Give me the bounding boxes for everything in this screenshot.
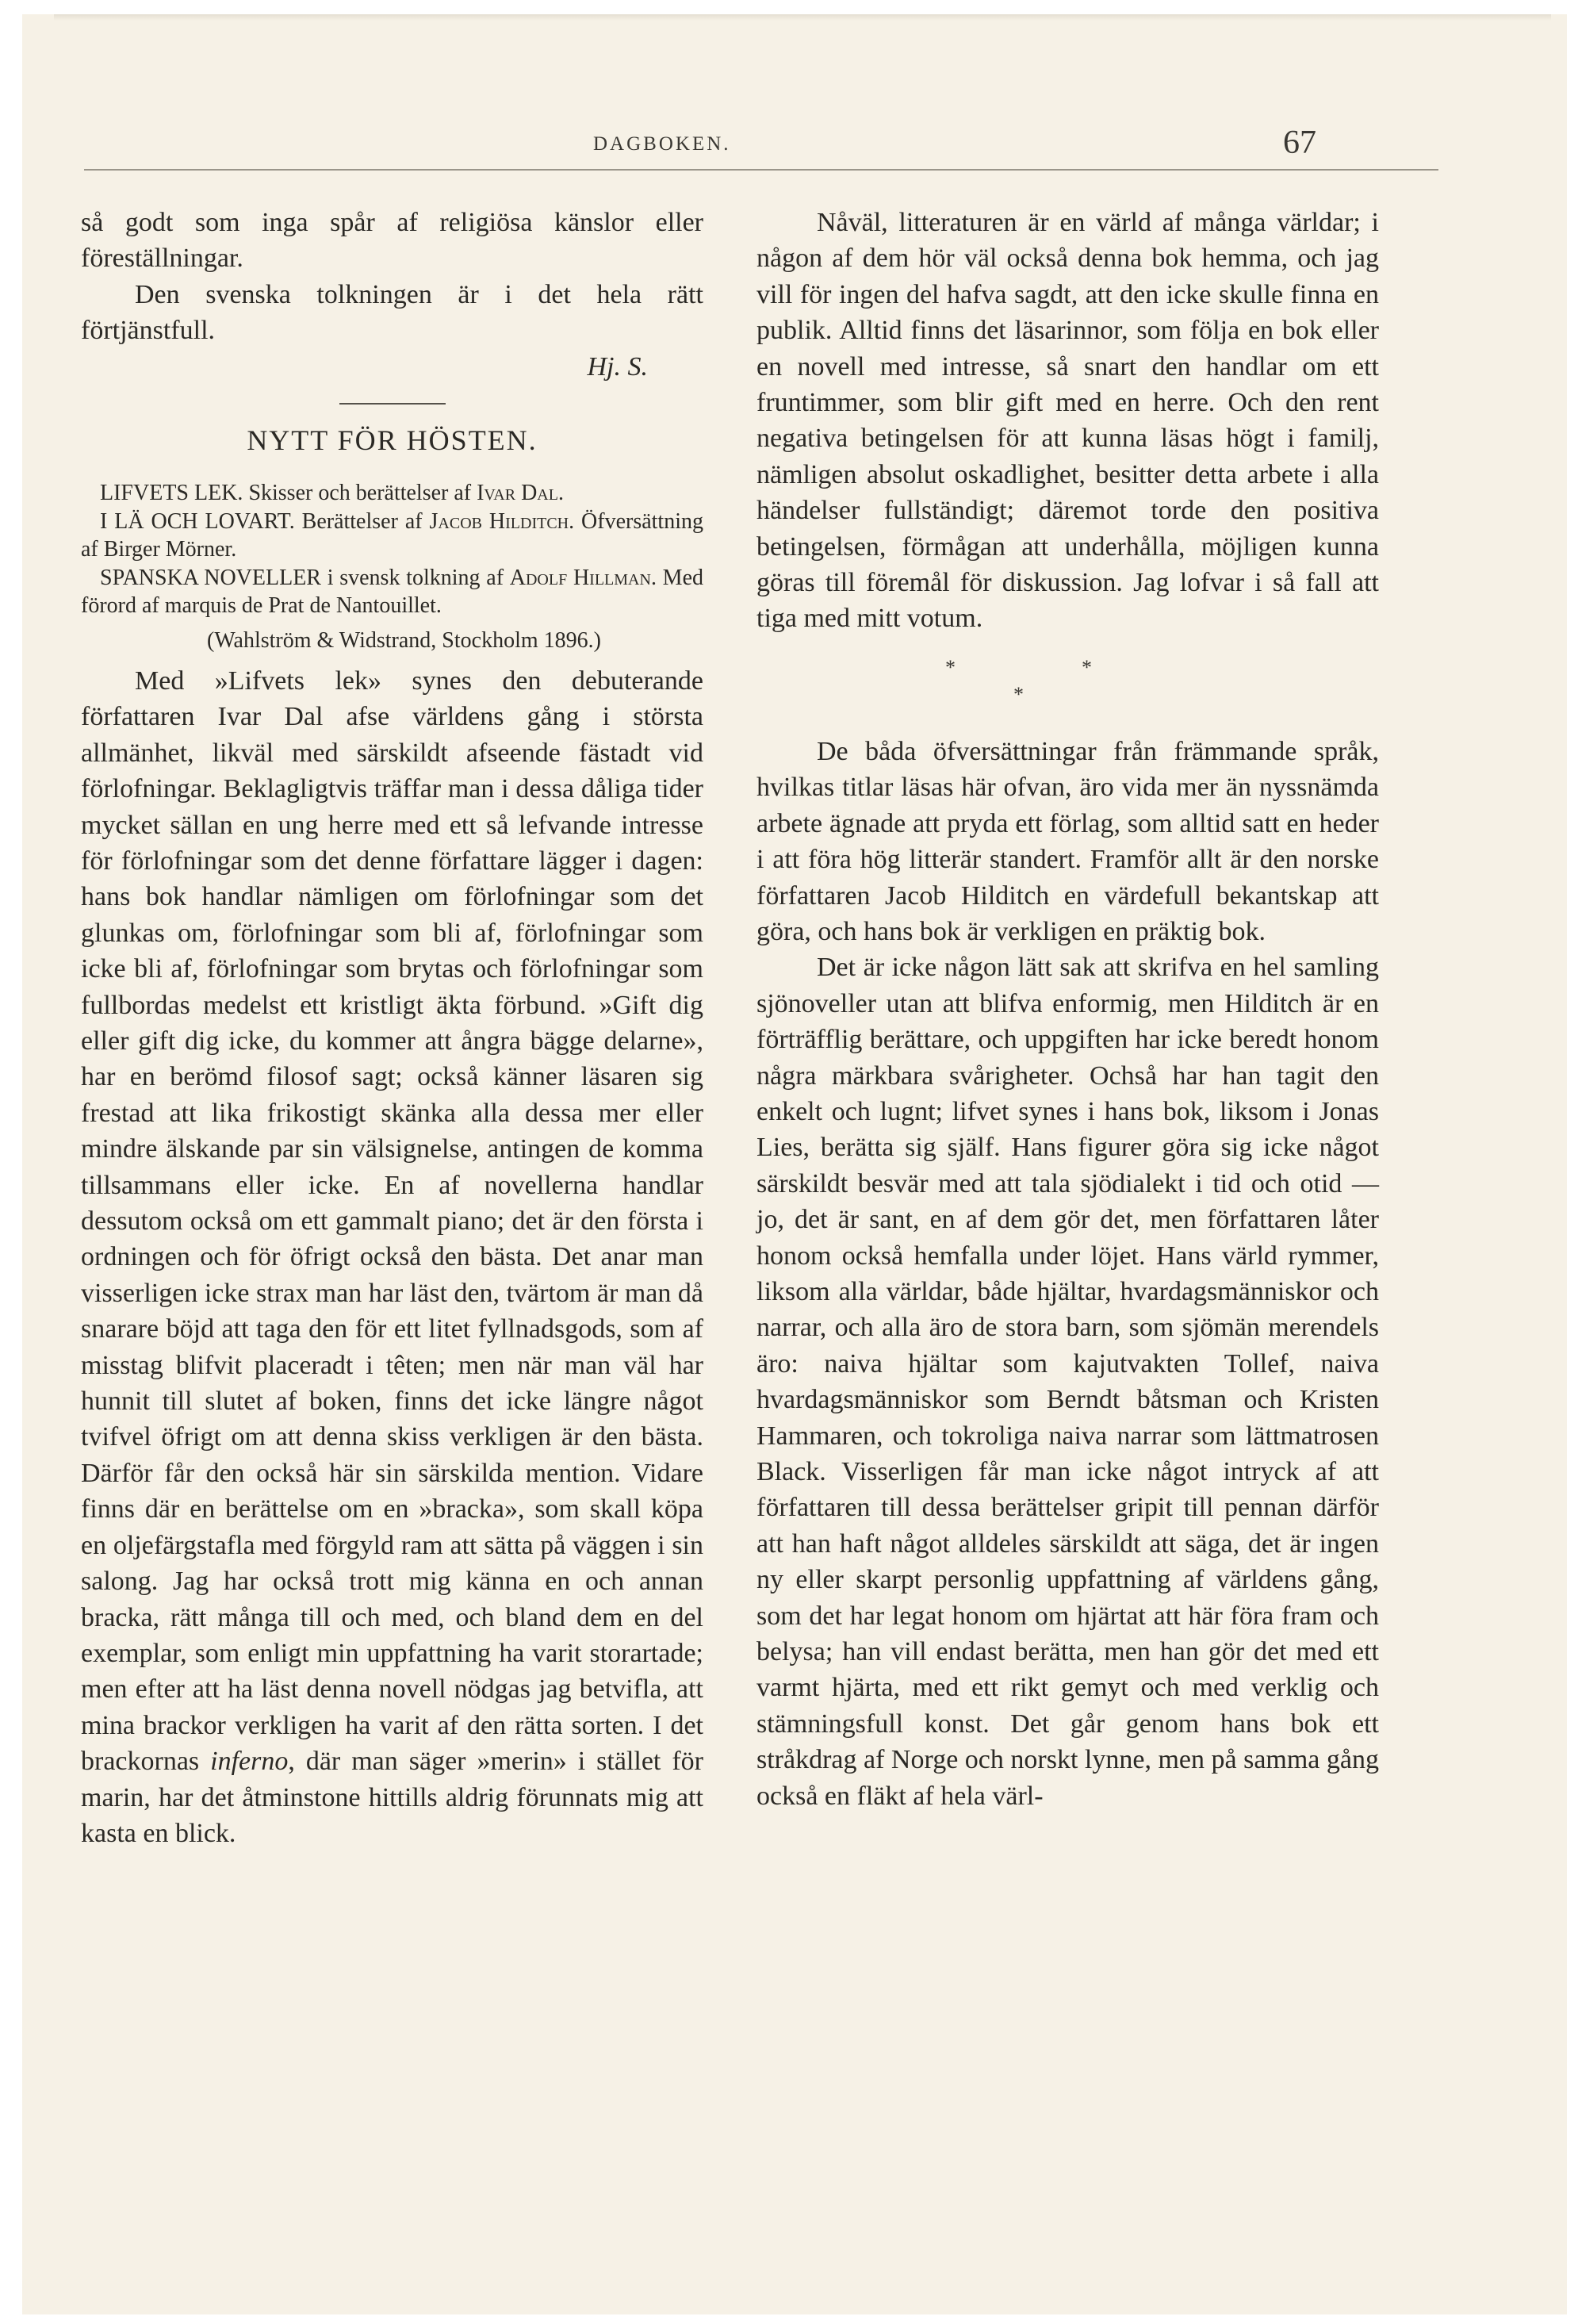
book-desc: i svensk tolkning af: [320, 565, 510, 590]
review-text: Med »Lifvets lek» synes den debuterande författaren Ivar Dal afse världens gång i största allmänhet, likväl med särskildt afseende fästadt vid förlofningar. Beklagligtvis träffar man i dessa dåliga tider mycket sällan en ung herre med ett så lefvande intresse för förlofningar som det denne författare lägger i dagen: hans bok handlar nämligen om förlofningar som det glunkas om, förlofningar som bli af, förlofningar som icke bli af, förlofningar som brytas och förlofningar som fullbordas medelst ett kristligt äkta förbund. »Gift dig eller gift dig icke, du kommer att ångra bägge delarne», har en berömd filosof sagt; också känner läsaren sig frestad att lika frikostigt skänka alla dessa mer eller mindre älskande par sin välsignelse, antingen de komma tillsammans eller icke. En af novellerna handlar dessutom också om ett gammalt piano; det är den första i ordningen och för öfrigt också den bästa. Det anar man visserligen icke strax man har läst den, tvärtom är man då snarare böjd att taga den för ett litet fyllnadsgods, som af misstag blifvit placeradt i têten; men när man väl har hunnit till slutet af boken, finns det icke längre något tvifvel öfrigt om att denna skiss verkligen är den bästa. Därför får den också här sin särskilda mention. Vidare finns där en berättelse om en »bracka», som skall köpa en oljefärgstafla med förgyld ram att sätta på väggen i sin salong. Jag har också trott mig känna en och annan bracka, rätt många till och med, och bland dem en del exemplar, som enligt min uppfattning ha varit storartade; men efter att ha läst denna novell nödgas jag betvifla, att mina brackor verkligen ha varit af den rätta sorten. I det brackornas: [81, 665, 703, 1777]
book-title: LIFVETS LEK.: [100, 481, 243, 506]
review-text-end: , där man säger »merin» i stället för marin, har det åtminstone hittills aldrig förunnats mig att kasta en blick.: [81, 1747, 704, 1848]
asterisk-icon: *: [1013, 682, 1024, 706]
review-paragraph: Det är icke någon lätt sak att skrifva en hel samling sjönoveller utan att blifva enformig, men Hilditch är en förträfflig berättare, och uppgiften har icke beredt honom några märkbara svårigheter. Ochså har han tagit den enkelt och lugnt; lifvet synes i hans bok, liksom i Jonas Lies, berätta sig själf. Hans figurer göra sig icke något särskildt besvär med att tala sjödialekt i tid och otid — jo, det är sant, en af dem gör det, men författaren låter honom också hemfalla under löjet. Hans värld rymmer, liksom alla världar, både hjältar, hvardagsmänniskor och narrar, och alla äro de stora barn, som sjömän merendels äro: naiva hjältar som kajutvakten Tollef, naiva hvardagsmänniskor som Berndt båtsman och Kristen Hammaren, och tokroliga naiva narrar som lättmatrosen Black. Visserligen får man icke något intryck af att författaren till dessa berättelser gripit till pennan därför att han haft något alldeles särskildt att säga, det är ingen ny eller skarpt personlig uppfattning af världens gång, som det har legat honom om hjärtat att här föra fram och belysa; han vill endast berätta, men han gör det med ett varmt hjärta, med ett rikt gemyt och med verklig och stämningsfull konst. Det går genom hans bok ett stråkdrag af Norge och norskt lynne, men på samma gång också en fläkt af hela värl-: [756, 953, 1379, 1811]
translation-note: Den svenska tolkningen är i det hela rätt förtjänstfull.: [81, 279, 703, 346]
review-paragraph: [81, 663, 703, 1851]
page-header: [22, 125, 1567, 173]
book-tail: . Med förord af marquis de Prat de Nantouillet.: [81, 565, 703, 619]
review-paragraph: De båda öfversättningar från främmande språk, hvilkas titlar läsas här ofvan, äro vida mer än nyssnämda arbete ägnade att pryda ett förlag, som alltid satt en heder i att föra hög litterär standert. Framför allt är den norske författaren Jacob Hilditch en värdefull bekantskap att göra, och hans bok är verkligen en präktig bok.: [756, 736, 1379, 946]
section-divider: [339, 403, 446, 405]
page-edge: [54, 14, 1551, 21]
left-column: [81, 205, 703, 1851]
book-entry: [81, 564, 703, 620]
book-list: [81, 479, 703, 620]
italic-word: inferno: [210, 1747, 289, 1777]
book-desc: Skisser och berättelser af: [243, 481, 477, 506]
book-author: Adolf Hillman: [509, 565, 651, 590]
asterisk-icon: *: [1082, 655, 1092, 679]
review-paragraph: Nåväl, litteraturen är en värld af många världar; i någon af dem hör väl också denna bok hemma, och jag vill för ingen del hafva sagdt, att den icke skulle finna en publik. Alltid finns det läsarinnor, som följa en bok eller en novell med intresse, så snart den handlar om ett fruntimmer, som blir gift med en herre. Och den rent negativa betingelsen för att kunna läsas högt i familj, nämligen absolut oskadlighet, besitter detta arbete i alla händelser fullständigt; däremot torde den positiva betingelsen, förmågan att underhålla, möjligen kunna göras till föremål för diskussion. Jag lofvar i så fall att tiga med mitt votum.: [756, 208, 1379, 634]
book-title: I LÄ OCH LOVART.: [100, 508, 295, 534]
review-signature-line: [81, 277, 703, 349]
book-page: [22, 14, 1567, 2314]
book-entry: [81, 508, 703, 564]
book-desc: Berättelser af: [294, 508, 430, 534]
page-number: 67: [1283, 125, 1316, 161]
running-head: DAGBOKEN.: [593, 133, 731, 155]
header-rule: [84, 169, 1438, 171]
book-author: Jacob Hilditch: [429, 508, 569, 534]
right-column: [756, 205, 1379, 1814]
asterism: [756, 650, 1379, 715]
book-tail: .: [557, 481, 564, 506]
review-signature: Hj. S.: [587, 351, 648, 382]
book-tail: . Öfversättning af Birger Mörner.: [81, 508, 703, 562]
intro-paragraph: så godt som inga spår af religiösa känslor eller föreställningar.: [81, 208, 703, 274]
signature-row: [81, 349, 703, 385]
book-entry: [81, 479, 703, 508]
asterisk-icon: *: [945, 655, 956, 679]
section-title: NYTT FÖR HÖSTEN.: [247, 424, 538, 457]
book-author: Ivar Dal: [477, 481, 558, 506]
publisher-line: (Wahlström & Widstrand, Stockholm 1896.): [207, 627, 601, 653]
book-title: SPANSKA NOVELLER: [100, 565, 321, 590]
